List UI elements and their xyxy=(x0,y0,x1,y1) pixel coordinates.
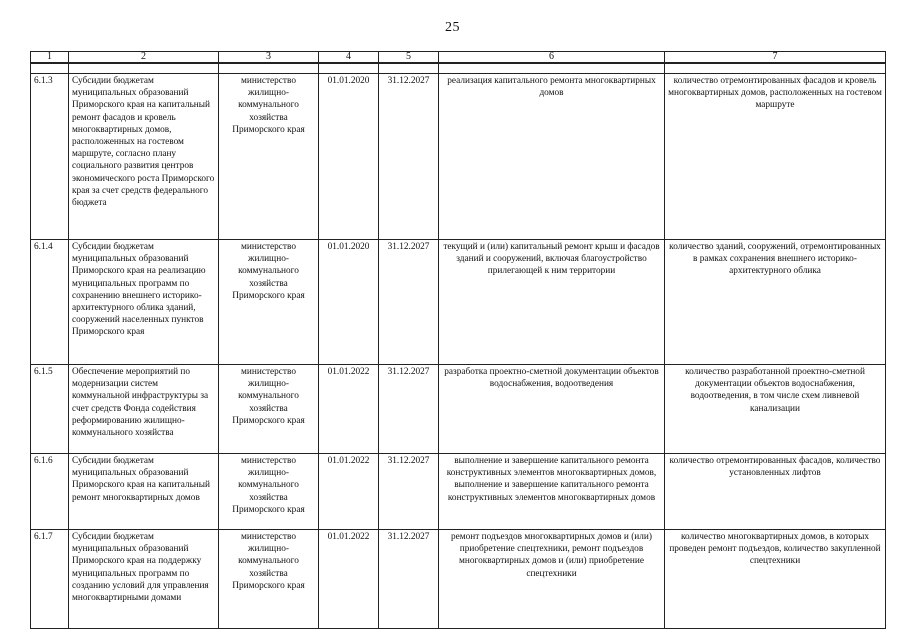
measure-name: Обеспечение мероприятий по модернизации систем коммунальной инфраструктуры за счет средств Фонда содействия реформированию жилищно-коммунального хозяйства xyxy=(69,365,219,454)
responsible-executor: министерство жилищно-коммунального хозяйства Приморского края xyxy=(219,365,319,454)
indicator: количество зданий, сооружений, отремонтированных в рамках сохранения внешнего историко-архитектурного облика xyxy=(665,240,886,365)
end-date: 31.12.2027 xyxy=(379,530,439,629)
program-table xyxy=(30,51,886,629)
expected-result: текущий и (или) капитальный ремонт крыш и фасадов зданий и сооружений, включая благоустройство прилегающей к ним территории xyxy=(439,240,665,365)
row-number: 6.1.5 xyxy=(31,365,69,454)
end-date: 31.12.2027 xyxy=(379,74,439,240)
indicator: количество многоквартирных домов, в которых проведен ремонт подъездов, количество закупленной спецтехники xyxy=(665,530,886,629)
expected-result: реализация капитального ремонта многоквартирных домов xyxy=(439,74,665,240)
header-row xyxy=(31,52,886,64)
responsible-executor: министерство жилищно-коммунального хозяйства Приморского края xyxy=(219,454,319,530)
start-date: 01.01.2022 xyxy=(319,530,379,629)
start-date: 01.01.2022 xyxy=(319,365,379,454)
table-row xyxy=(31,74,886,240)
start-date: 01.01.2020 xyxy=(319,240,379,365)
measure-name: Субсидии бюджетам муниципальных образований Приморского края на реализацию муниципальных программ по сохранению внешнего историко-архитектурного облика зданий, сооружений населенных пунктов Приморского края xyxy=(69,240,219,365)
column-header-1: 1 xyxy=(31,52,69,64)
end-date: 31.12.2027 xyxy=(379,240,439,365)
column-header-5: 5 xyxy=(379,52,439,64)
responsible-executor: министерство жилищно-коммунального хозяйства Приморского края xyxy=(219,530,319,629)
column-header-7: 7 xyxy=(665,52,886,64)
expected-result: разработка проектно-сметной документации объектов водоснабжения, водоотведения xyxy=(439,365,665,454)
expected-result: выполнение и завершение капитального ремонта конструктивных элементов многоквартирных домов, выполнение и завершение капитального ремонта конструктивных элементов многоквартирных домов xyxy=(439,454,665,530)
responsible-executor: министерство жилищно-коммунального хозяйства Приморского края xyxy=(219,240,319,365)
page-number: 25 xyxy=(445,20,460,35)
table-row xyxy=(31,365,886,454)
row-number: 6.1.6 xyxy=(31,454,69,530)
indicator: количество разработанной проектно-сметной документации объектов водоснабжения, водоотведения, в том числе схем ливневой канализации xyxy=(665,365,886,454)
table-row xyxy=(31,240,886,365)
column-header-2: 2 xyxy=(69,52,219,64)
row-number: 6.1.3 xyxy=(31,74,69,240)
row-number: 6.1.7 xyxy=(31,530,69,629)
indicator: количество отремонтированных фасадов и кровель многоквартирных домов, расположенных на гостевом маршруте xyxy=(665,74,886,240)
table-row xyxy=(31,530,886,629)
column-header-6: 6 xyxy=(439,52,665,64)
column-header-4: 4 xyxy=(319,52,379,64)
header-gap xyxy=(31,63,886,74)
row-number: 6.1.4 xyxy=(31,240,69,365)
measure-name: Субсидии бюджетам муниципальных образований Приморского края на капитальный ремонт фасадов и кровель многоквартирных домов, расположенных на гостевом маршруте, согласно плану социального развития центров экономического роста Приморского края за счет средств федерального бюджета xyxy=(69,74,219,240)
expected-result: ремонт подъездов многоквартирных домов и (или) приобретение спецтехники, ремонт подъездов многоквартирных домов и (или) приобретение спецтехники xyxy=(439,530,665,629)
indicator: количество отремонтированных фасадов, количество установленных лифтов xyxy=(665,454,886,530)
end-date: 31.12.2027 xyxy=(379,454,439,530)
start-date: 01.01.2022 xyxy=(319,454,379,530)
table-row xyxy=(31,454,886,530)
end-date: 31.12.2027 xyxy=(379,365,439,454)
measure-name: Субсидии бюджетам муниципальных образований Приморского края на поддержку муниципальных программ по созданию условий для управления многоквартирными домами xyxy=(69,530,219,629)
responsible-executor: министерство жилищно-коммунального хозяйства Приморского края xyxy=(219,74,319,240)
column-header-3: 3 xyxy=(219,52,319,64)
measure-name: Субсидии бюджетам муниципальных образований Приморского края на капитальный ремонт многоквартирных домов xyxy=(69,454,219,530)
start-date: 01.01.2020 xyxy=(319,74,379,240)
